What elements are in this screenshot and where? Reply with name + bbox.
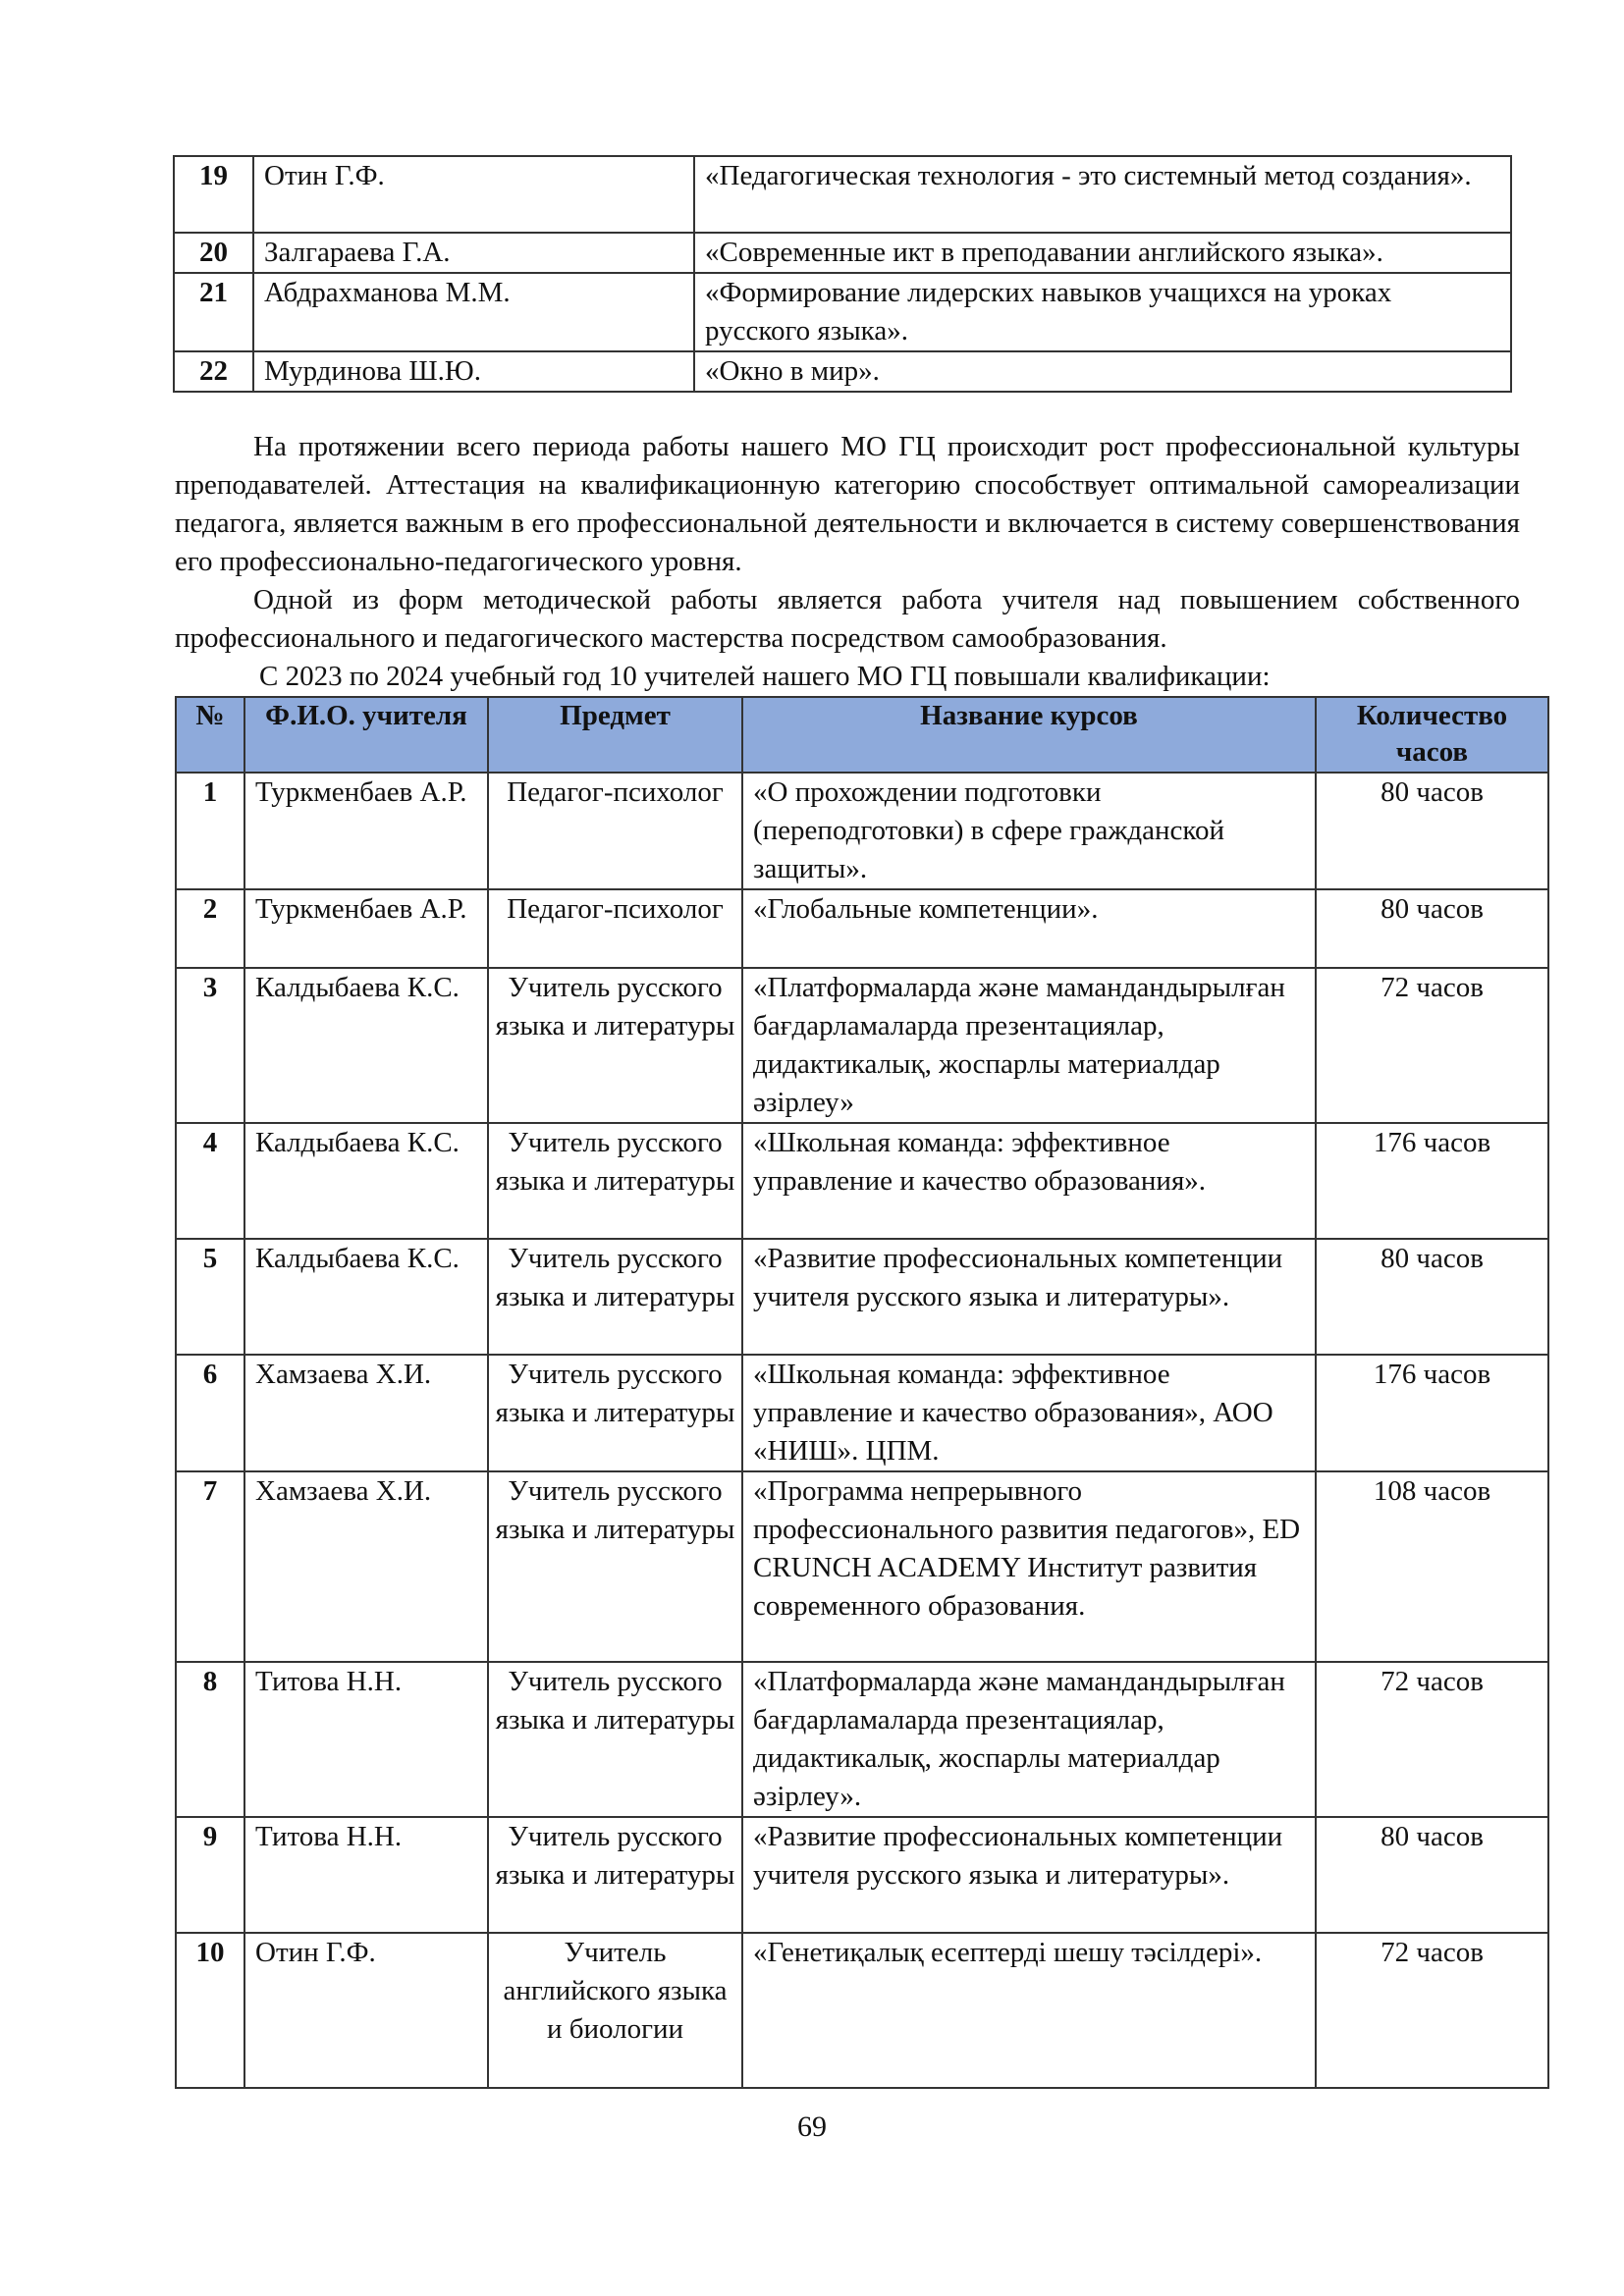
subject: Учитель русского языка и литературы (488, 1123, 742, 1239)
course-name: «Школьная команда: эффективное управление и качество образования». (742, 1123, 1316, 1239)
course-name: «Платформаларда және мамандандырылған бағдарламаларда презентациялар, дидактикалық, жоспарлы материалдар әзірлеу». (742, 1662, 1316, 1817)
hours: 72 часов (1316, 968, 1548, 1123)
teacher-name: Хамзаева Х.И. (244, 1355, 488, 1471)
course-name: «Глобальные компетенции». (742, 889, 1316, 968)
table-row (176, 1355, 1548, 1471)
course-name: «Развитие профессиональных компетенции учителя русского языка и литературы». (742, 1817, 1316, 1933)
topic: «Современные икт в преподавании английского языка». (694, 233, 1511, 273)
header-course-name: Название курсов (742, 697, 1316, 773)
hours: 72 часов (1316, 1662, 1548, 1817)
subject: Педагог-психолог (488, 773, 742, 889)
row-number: 3 (176, 968, 244, 1123)
table-row (174, 351, 1511, 392)
course-name: «Школьная команда: эффективное управление и качество образования», АОО «НИШ». ЦПМ. (742, 1355, 1316, 1471)
row-number: 20 (174, 233, 253, 273)
row-number: 19 (174, 156, 253, 233)
teacher-name: Титова Н.Н. (244, 1817, 488, 1933)
topic: «Окно в мир». (694, 351, 1511, 392)
teacher-name: Хамзаева Х.И. (244, 1471, 488, 1662)
row-number: 7 (176, 1471, 244, 1662)
row-number: 22 (174, 351, 253, 392)
header-hours: Количество часов (1316, 697, 1548, 773)
teacher-name: Мурдинова Ш.Ю. (253, 351, 694, 392)
paragraph-attestation (175, 428, 1520, 581)
teacher-name: Абдрахманова М.М. (253, 273, 694, 351)
table-row (176, 968, 1548, 1123)
table-row (176, 773, 1548, 889)
row-number: 10 (176, 1933, 244, 2088)
teacher-name: Калдыбаева К.С. (244, 1239, 488, 1355)
row-number: 1 (176, 773, 244, 889)
subject: Педагог-психолог (488, 889, 742, 968)
table-row (176, 1471, 1548, 1662)
subject: Учитель русского языка и литературы (488, 1471, 742, 1662)
course-name: «Платформаларда және мамандандырылған бағдарламаларда презентациялар, дидактикалық, жоспарлы материалдар әзірлеу» (742, 968, 1316, 1123)
row-number: 4 (176, 1123, 244, 1239)
hours: 108 часов (1316, 1471, 1548, 1662)
course-name: «Программа непрерывного профессионального развития педагогов», ED CRUNCH ACADEMY Институт развития современного образования. (742, 1471, 1316, 1662)
row-number: 9 (176, 1817, 244, 1933)
subject: Учитель русского языка и литературы (488, 1662, 742, 1817)
teachers-topics-table (173, 155, 1512, 393)
subject: Учитель русского языка и литературы (488, 1817, 742, 1933)
subject: Учитель английского языка и биологии (488, 1933, 742, 2088)
teacher-name: Туркменбаев А.Р. (244, 773, 488, 889)
page-number: 69 (797, 2110, 827, 2143)
hours: 176 часов (1316, 1355, 1548, 1471)
table-row (176, 1239, 1548, 1355)
paragraph-text: Одной из форм методической работы является работа учителя над повышением собственного профессионального и педагогического мастерства посредством самообразования. (175, 584, 1520, 654)
hours: 72 часов (1316, 1933, 1548, 2088)
paragraph-text: С 2023 по 2024 учебный год 10 учителей нашего МО ГЦ повышали квалификации: (259, 661, 1271, 692)
paragraph-self-education (175, 581, 1520, 658)
course-name: «О прохождении подготовки (переподготовки) в сфере гражданской защиты». (742, 773, 1316, 889)
topic: «Формирование лидерских навыков учащихся на уроках русского языка». (694, 273, 1511, 351)
hours: 80 часов (1316, 889, 1548, 968)
topic: «Педагогическая технология - это системный метод создания». (694, 156, 1511, 233)
table-row (176, 1662, 1548, 1817)
teacher-name: Туркменбаев А.Р. (244, 889, 488, 968)
row-number: 21 (174, 273, 253, 351)
table-row (174, 156, 1511, 233)
table-row (174, 273, 1511, 351)
paragraph-table-intro (175, 658, 1520, 696)
subject: Учитель русского языка и литературы (488, 1239, 742, 1355)
hours: 80 часов (1316, 1239, 1548, 1355)
hours: 80 часов (1316, 1817, 1548, 1933)
header-teacher-name: Ф.И.О. учителя (244, 697, 488, 773)
table-row (174, 233, 1511, 273)
teacher-name: Отин Г.Ф. (253, 156, 694, 233)
subject: Учитель русского языка и литературы (488, 968, 742, 1123)
row-number: 6 (176, 1355, 244, 1471)
teacher-name: Титова Н.Н. (244, 1662, 488, 1817)
hours: 176 часов (1316, 1123, 1548, 1239)
subject: Учитель русского языка и литературы (488, 1355, 742, 1471)
row-number: 2 (176, 889, 244, 968)
paragraph-text: На протяжении всего периода работы нашего МО ГЦ происходит рост профессиональной культуры преподавателей. Аттестация на квалификационную категорию способствует оптимальной самореализации педагога, является важным в его профессиональной деятельности и включается в систему совершенствования его профессионально-педагогического уровня. (175, 431, 1520, 577)
table-row (176, 1123, 1548, 1239)
table-row (176, 1817, 1548, 1933)
course-name: «Генетиқалық есептерді шешу тәсілдері». (742, 1933, 1316, 2088)
course-name: «Развитие профессиональных компетенции учителя русского языка и литературы». (742, 1239, 1316, 1355)
header-subject: Предмет (488, 697, 742, 773)
table-row (176, 1933, 1548, 2088)
table-row (176, 889, 1548, 968)
teacher-name: Залгараева Г.А. (253, 233, 694, 273)
hours: 80 часов (1316, 773, 1548, 889)
header-number: № (176, 697, 244, 773)
table-header-row (176, 697, 1548, 773)
teacher-name: Отин Г.Ф. (244, 1933, 488, 2088)
teacher-name: Калдыбаева К.С. (244, 1123, 488, 1239)
teacher-name: Калдыбаева К.С. (244, 968, 488, 1123)
courses-table (175, 696, 1549, 2089)
row-number: 8 (176, 1662, 244, 1817)
row-number: 5 (176, 1239, 244, 1355)
